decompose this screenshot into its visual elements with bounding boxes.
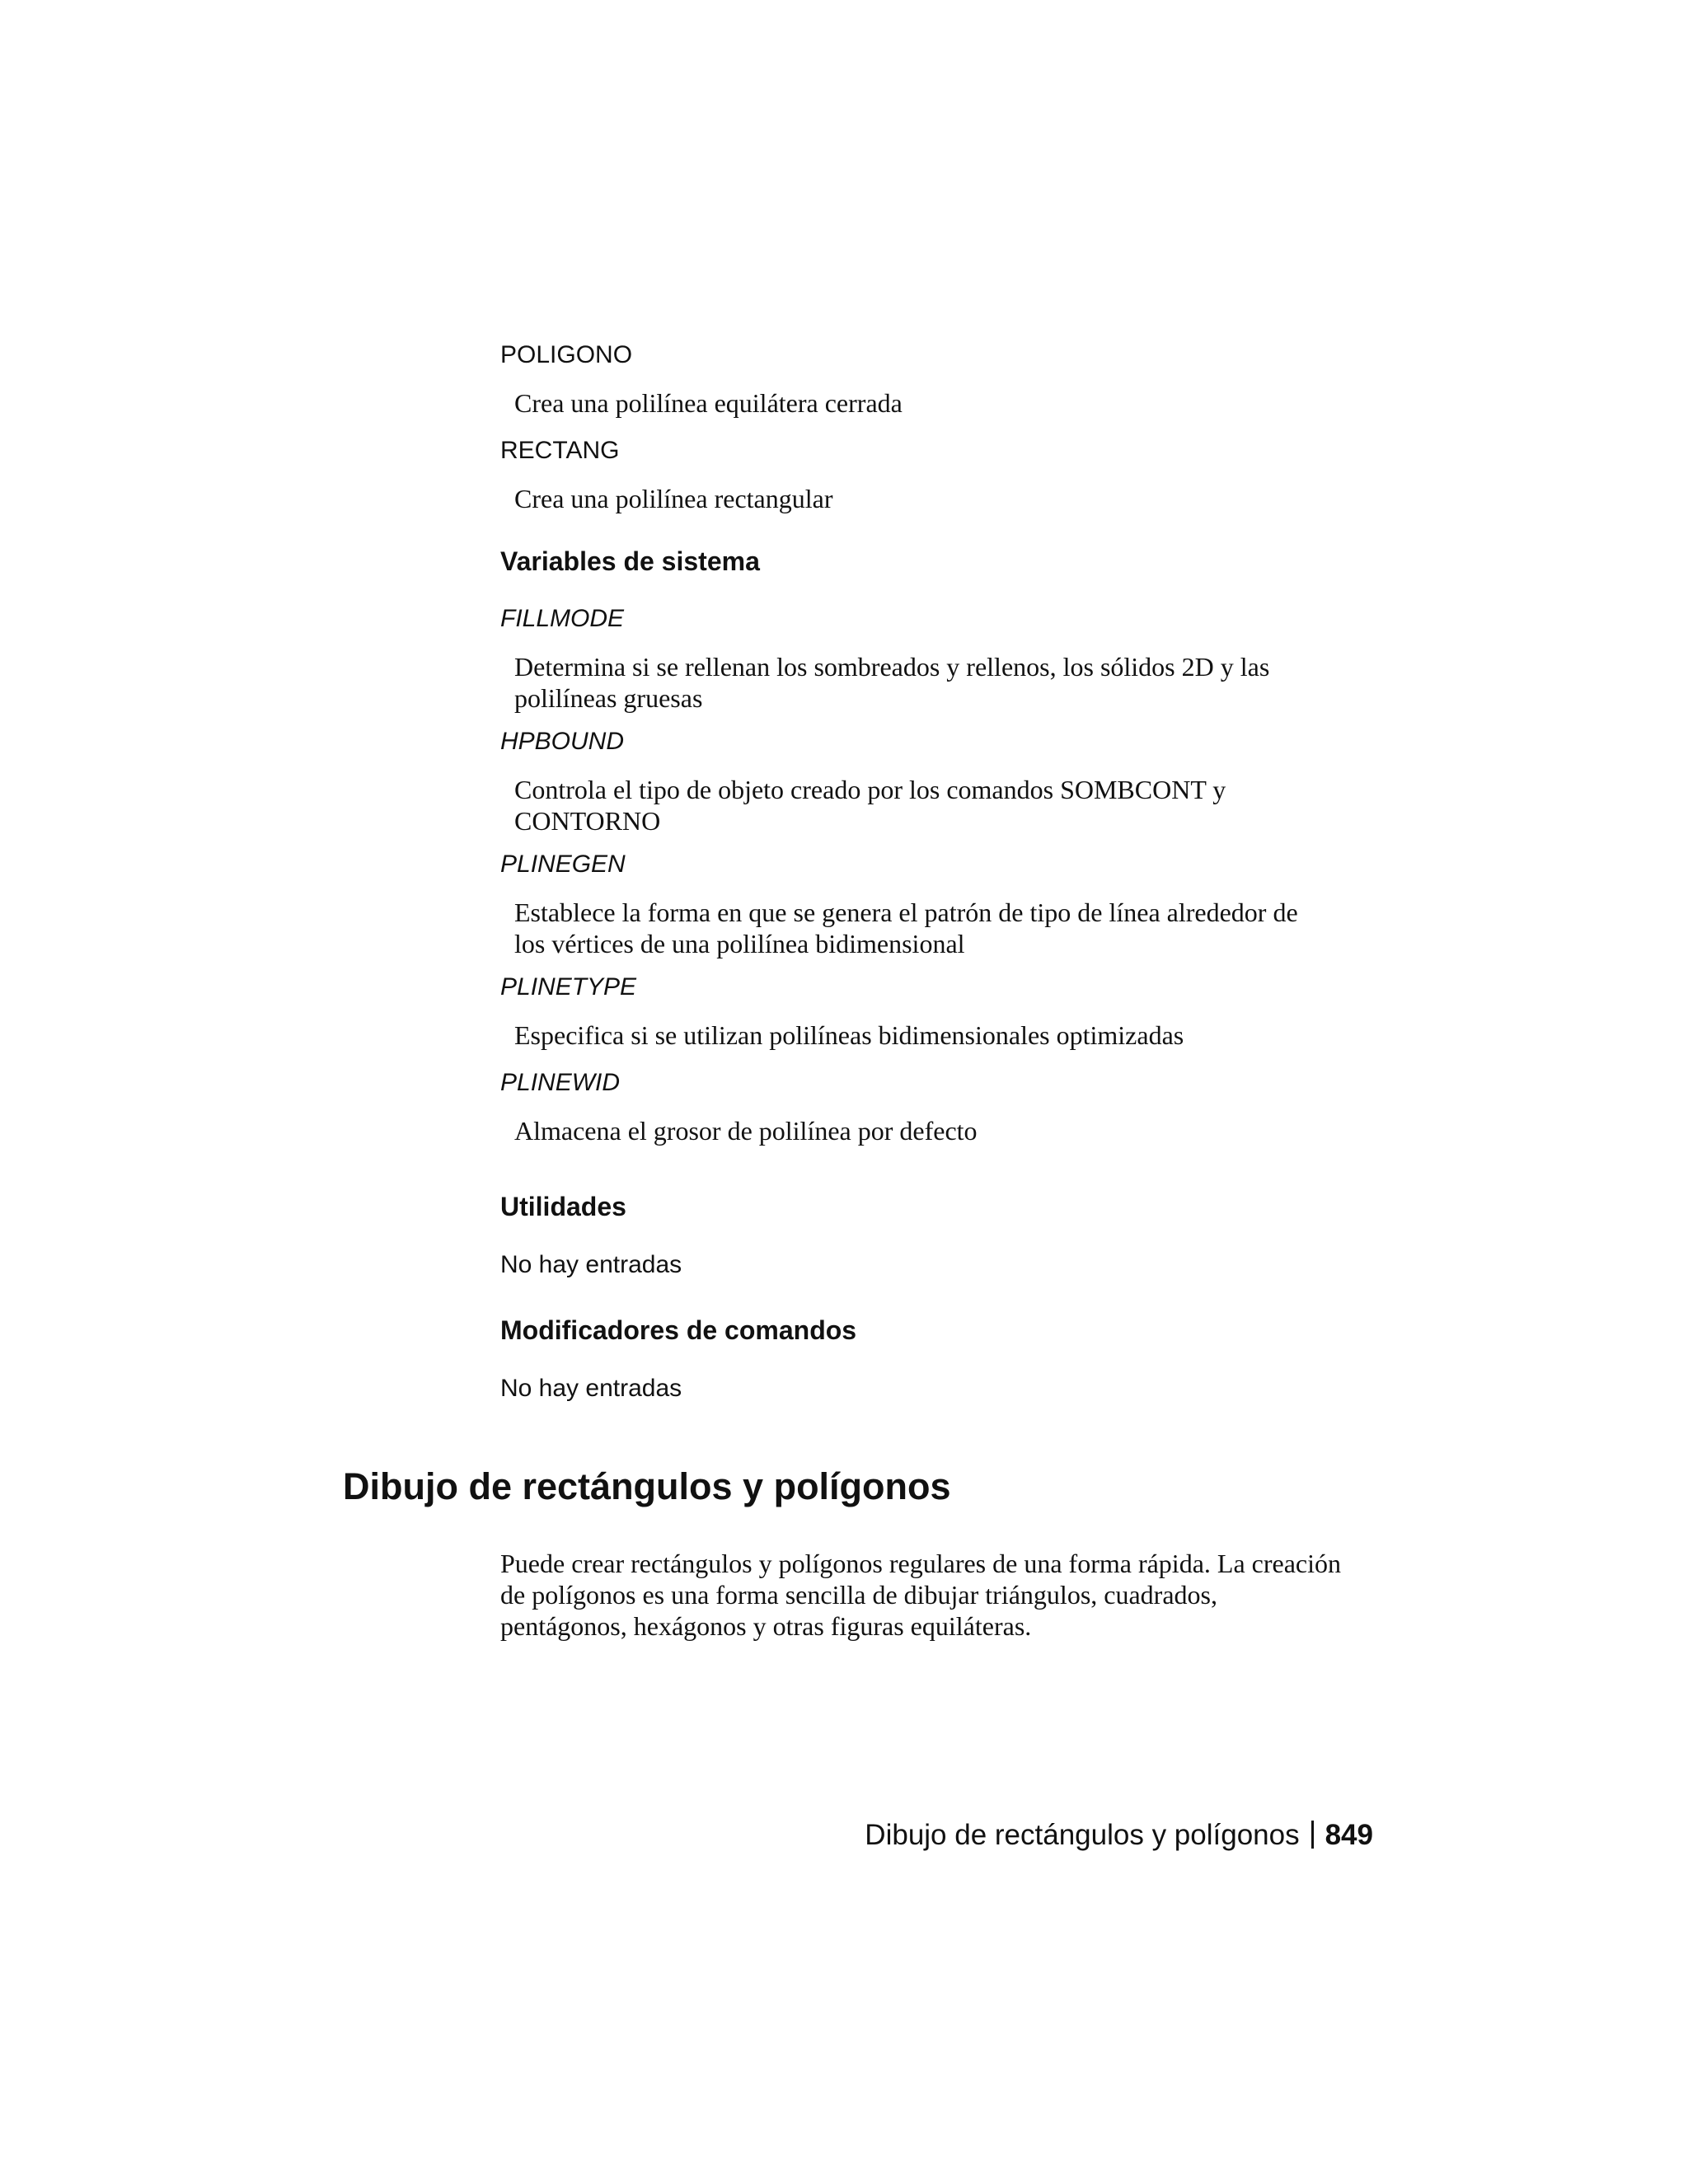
body-line: pentágonos, hexágonos y otras figuras equiláteras. [500, 1611, 1032, 1641]
command-description: Crea una polilínea equilátera cerrada [514, 388, 903, 418]
system-variable-description [514, 1115, 1374, 1146]
description-line: Especifica si se utilizan polilíneas bidimensionales optimizadas [514, 1020, 1184, 1050]
page-footer [865, 1817, 1373, 1854]
section-body [500, 1548, 1376, 1642]
system-variable-description [514, 1019, 1374, 1051]
command-modifiers-heading: Modificadores de comandos [500, 1315, 857, 1345]
description-line: los vértices de una polilínea bidimensional [514, 929, 965, 958]
body-line: Puede crear rectángulos y polígonos regulares de una forma rápida. La creación [500, 1549, 1341, 1578]
system-variable-term: FILLMODE [500, 605, 625, 632]
description-line: CONTORNO [514, 806, 661, 836]
system-variable-description [514, 774, 1374, 837]
utilities-heading: Utilidades [500, 1192, 626, 1221]
description-line: polilíneas gruesas [514, 683, 703, 713]
footer-running-title: Dibujo de rectángulos y polígonos [865, 1819, 1300, 1851]
command-description: Crea una polilínea rectangular [514, 484, 833, 513]
page-number: 849 [1325, 1819, 1373, 1851]
command-term: RECTANG [500, 437, 620, 464]
utilities-section [500, 1190, 1374, 1281]
system-variable-term: PLINETYPE [500, 973, 637, 1001]
utilities-text: No hay entradas [500, 1251, 682, 1278]
description-line: Controla el tipo de objeto creado por los comandos SOMBCONT y [514, 775, 1226, 804]
system-variables-heading: Variables de sistema [500, 546, 760, 576]
system-variable-term: HPBOUND [500, 728, 625, 755]
command-modifiers-text: No hay entradas [500, 1375, 682, 1402]
system-variables-section [500, 545, 1374, 1146]
body-line: de polígonos es una forma sencilla de dibujar triángulos, cuadrados, [500, 1580, 1217, 1610]
system-variable-description [514, 897, 1374, 959]
footer-separator [1311, 1821, 1314, 1849]
description-line: Establece la forma en que se genera el patrón de tipo de línea alrededor de [514, 898, 1298, 927]
system-variable-term: PLINEGEN [500, 851, 626, 878]
system-variable-description [514, 651, 1374, 714]
system-variable-term: PLINEWID [500, 1069, 621, 1096]
command-term: POLIGONO [500, 341, 633, 368]
command-modifiers-section [500, 1314, 1374, 1404]
commands-list [500, 340, 1374, 514]
description-line: Almacena el grosor de polilínea por defecto [514, 1116, 978, 1146]
section-title: Dibujo de rectángulos y polígonos [343, 1465, 951, 1507]
description-line: Determina si se rellenan los sombreados y rellenos, los sólidos 2D y las [514, 652, 1270, 682]
